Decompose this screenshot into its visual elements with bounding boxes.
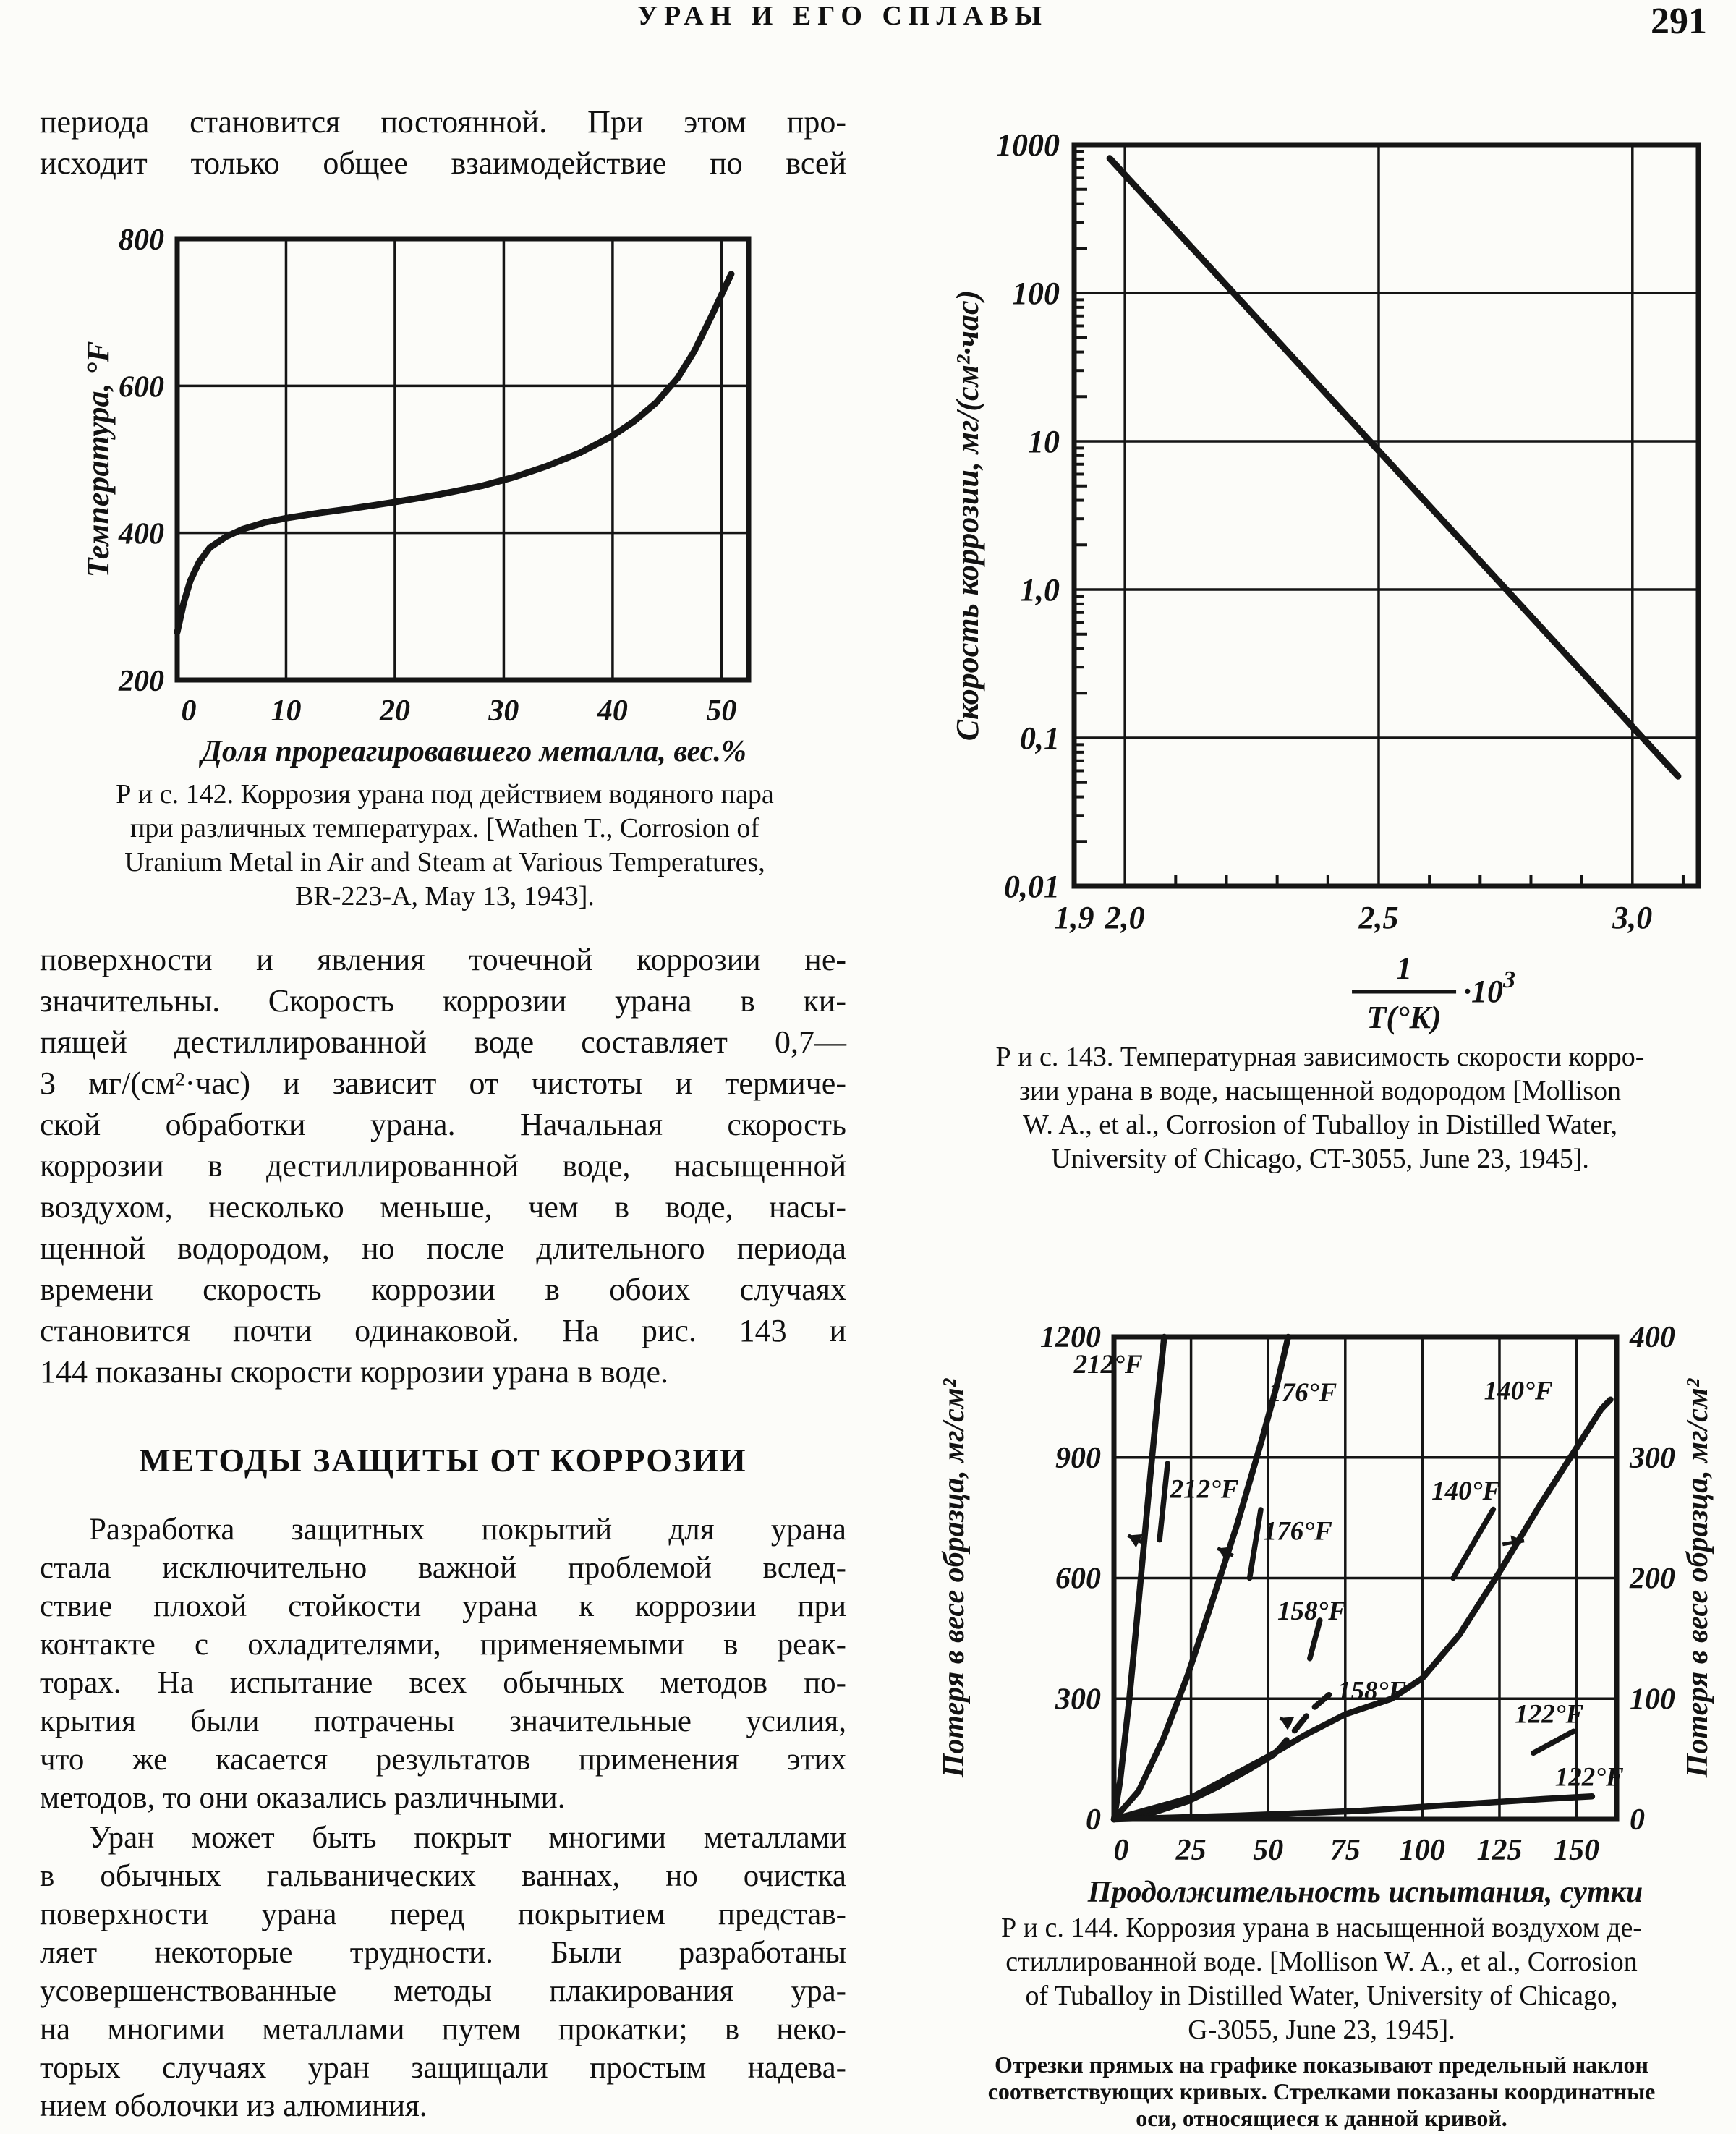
svg-text:150: 150 [1554, 1834, 1600, 1867]
text-line: Р и с. 144. Коррозия урана в насыщенной воздухом де- [1001, 1913, 1642, 1943]
svg-text:40: 40 [597, 694, 628, 728]
svg-text:0,01: 0,01 [1004, 869, 1060, 904]
text-line: контакте с охладителями, применяемыми в реак- [40, 1628, 846, 1662]
text-line: на многими металлами путем прокатки; в неко- [40, 2012, 846, 2046]
svg-text:0,1: 0,1 [1020, 720, 1060, 756]
svg-text:0: 0 [1086, 1803, 1101, 1837]
svg-text:Скорость коррозии, мг/(см²·час: Скорость коррозии, мг/(см²·час) [950, 289, 985, 741]
text-line: коррозии в дестиллированной воде, насыщенной [40, 1148, 846, 1183]
text-line: щенной водородом, но после длительного периода [40, 1230, 846, 1266]
svg-text:212°F: 212°F [1170, 1474, 1239, 1505]
svg-text:300: 300 [1055, 1683, 1101, 1717]
svg-text:200: 200 [1630, 1562, 1675, 1596]
text-line: исходит только общее взаимодействие по всей [40, 145, 846, 181]
svg-text:3,0: 3,0 [1612, 900, 1653, 935]
svg-text:400: 400 [1630, 1321, 1675, 1354]
text-line: 144 показаны скорости коррозии урана в воде. [40, 1354, 668, 1390]
text-line: of Tuballoy in Distilled Water, University of Chicago, [1025, 1981, 1618, 2011]
text-line: ствие плохой стойкости урана к коррозии при [40, 1589, 846, 1623]
text-line: BR-223-A, May 13, 1943]. [295, 881, 595, 911]
svg-text:212°F: 212°F [1073, 1350, 1143, 1380]
text-line: Р и с. 142. Коррозия урана под действием водяного пара [116, 779, 774, 809]
text-line: стиллированной воде. [Mollison W. A., et al., Corrosion [1005, 1947, 1638, 1977]
svg-text:Продолжительность испытания, с: Продолжительность испытания, сутки [1087, 1876, 1643, 1909]
svg-text:158°F: 158°F [1277, 1596, 1346, 1626]
svg-text:900: 900 [1055, 1441, 1101, 1475]
fig142-chart-uranium-steam-corrosion [80, 217, 767, 778]
text-line: времени скорость коррозии в обоих случаях [40, 1272, 846, 1307]
svg-text:Доля прореагировавшего металла: Доля прореагировавшего металла, вес.% [201, 735, 746, 768]
svg-text:1,9: 1,9 [1054, 900, 1094, 935]
text-line: оси, относящиеся к данной кривой. [1136, 2105, 1507, 2131]
paragraph-coatings-1 [40, 1510, 846, 1817]
text-line: что же касается результатов применения этих [40, 1743, 846, 1777]
svg-text:400: 400 [119, 517, 164, 551]
svg-text:300: 300 [1630, 1441, 1675, 1475]
svg-text:1000: 1000 [996, 127, 1060, 163]
text-line: периода становится постоянной. При этом про- [40, 104, 846, 140]
text-line: методов, то они оказались различными. [40, 1781, 566, 1815]
text-line: значительны. Скорость коррозии урана в ки- [40, 983, 846, 1019]
text-line: поверхности урана перед покрытием представ- [40, 1897, 846, 1931]
text-line: G-3055, June 23, 1945]. [1188, 2015, 1455, 2045]
text-line: Уран может быть покрыт многими металлами [89, 1821, 846, 1855]
text-line: стала исключительно важной проблемой вслед- [40, 1551, 846, 1585]
svg-text:176°F: 176°F [1268, 1377, 1337, 1408]
running-header: УРАН И ЕГО СПЛАВЫ [637, 1, 1048, 31]
svg-text:200: 200 [119, 665, 164, 698]
section-heading: МЕТОДЫ ЗАЩИТЫ ОТ КОРРОЗИИ [139, 1442, 747, 1479]
svg-text:100: 100 [1399, 1834, 1445, 1867]
paragraph-corrosion-rate [40, 939, 846, 1393]
text-line: пящей дестиллированной воде составляет 0,7— [40, 1024, 846, 1060]
text-line: зии урана в воде, насыщенной водородом [Mollison [1018, 1076, 1622, 1106]
text-line: нием оболочки из алюминия. [40, 2089, 427, 2123]
svg-text:122°F: 122°F [1554, 1762, 1624, 1793]
svg-text:0: 0 [1113, 1834, 1129, 1867]
text-line: Разработка защитных покрытий для урана [89, 1513, 846, 1547]
svg-text:10: 10 [271, 694, 302, 728]
text-line: поверхности и явления точечной коррозии не- [40, 942, 846, 977]
text-line: Отрезки прямых на графике показывают предельный наклон [995, 2052, 1648, 2078]
svg-text:122°F: 122°F [1515, 1699, 1584, 1730]
text-line: ской обработки урана. Начальная скорость [40, 1107, 846, 1142]
svg-text:1,0: 1,0 [1020, 572, 1060, 608]
svg-text:0: 0 [1630, 1803, 1645, 1837]
text-line: воздухом, несколько меньше, чем в воде, насы- [40, 1189, 846, 1225]
svg-text:125: 125 [1476, 1834, 1523, 1867]
fig144-chart-weight-loss-curves [904, 1279, 1736, 1919]
fig142-caption [51, 778, 839, 914]
fig143-caption [908, 1040, 1732, 1176]
svg-text:10: 10 [1028, 424, 1060, 459]
svg-text:Потеря в весе образца, мг/см²: Потеря в весе образца, мг/см² [1681, 1378, 1714, 1778]
text-line: крытия были потрачены значительные усилия, [40, 1704, 846, 1738]
paragraph-intro [40, 101, 846, 184]
text-line: торых случаях уран защищали простым надева- [40, 2051, 846, 2085]
text-line: при различных температурах. [Wathen T., Corrosion of [129, 813, 760, 843]
text-line: 3 мг/(см²·час) и зависит от чистоты и термиче- [40, 1066, 846, 1101]
text-line: University of Chicago, CT-3055, June 23, 1945]. [1051, 1144, 1589, 1174]
text-line: соответствующих кривых. Стрелками показаны координатные [987, 2078, 1656, 2104]
text-line: становится почти одинаковой. На рис. 143 и [40, 1313, 846, 1348]
svg-text:0: 0 [181, 694, 197, 728]
fig143-chart-corrosion-rate-vs-temperature [940, 61, 1736, 1034]
text-line: W. A., et al., Corrosion of Tuballoy in Distilled Water, [1023, 1110, 1617, 1140]
svg-text:30: 30 [488, 694, 519, 728]
text-line: усовершенствованные методы плакирования ура- [40, 1974, 846, 2008]
svg-text:176°F: 176°F [1263, 1516, 1332, 1547]
svg-text:1: 1 [1396, 951, 1413, 986]
svg-text:1200: 1200 [1040, 1321, 1101, 1354]
svg-text:800: 800 [119, 224, 164, 257]
svg-text:140°F: 140°F [1484, 1376, 1553, 1406]
text-line: Р и с. 143. Температурная зависимость скорости корро- [995, 1042, 1645, 1072]
svg-text:20: 20 [379, 694, 410, 728]
svg-text:75: 75 [1329, 1834, 1361, 1867]
svg-text:·103: $\cdot 10^3$ [1463, 966, 1516, 1009]
svg-text:600: 600 [1055, 1562, 1101, 1596]
text-line: Uranium Metal in Air and Steam at Various Temperatures, [124, 847, 765, 877]
paragraph-coatings-2 [40, 1819, 846, 2125]
page-number: 291 [1651, 1, 1707, 42]
fig144-footnote [910, 2052, 1733, 2132]
svg-text:100: 100 [1630, 1683, 1675, 1717]
svg-text:600: 600 [119, 370, 164, 404]
svg-text:T(°K): T(°K) [1366, 1000, 1442, 1035]
svg-text:100: 100 [1012, 276, 1060, 311]
fig144-caption [910, 1911, 1733, 2047]
text-line: в обычных гальванических ваннах, но очистка [40, 1859, 846, 1893]
text-line: торах. На испытание всех обычных методов по- [40, 1666, 846, 1700]
svg-text:50: 50 [706, 694, 737, 728]
svg-text:25: 25 [1175, 1834, 1207, 1867]
text-line: ляет некоторые трудности. Были разработаны [40, 1936, 846, 1970]
svg-text:50: 50 [1253, 1834, 1284, 1867]
svg-text:2,5: 2,5 [1358, 900, 1399, 935]
svg-text:2,0: 2,0 [1105, 900, 1145, 935]
svg-text:Температура, °F: Температура, °F [80, 341, 116, 578]
svg-text:158°F: 158°F [1337, 1676, 1407, 1706]
svg-text:Потеря в весе образца, мг/см²: Потеря в весе образца, мг/см² [937, 1378, 971, 1778]
svg-text:140°F: 140°F [1431, 1476, 1501, 1507]
